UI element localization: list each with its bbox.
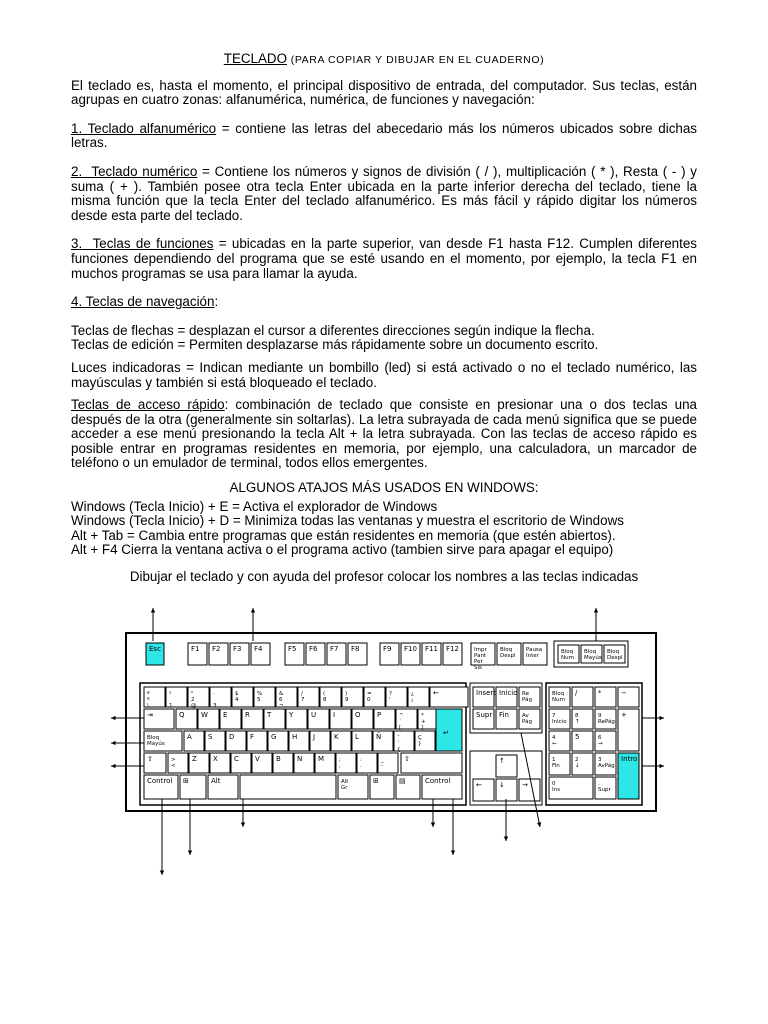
key-r4-9 (336, 753, 356, 773)
key-r4-1 (168, 753, 188, 773)
key-r1-11-label: ? (389, 691, 392, 697)
key-f1 (188, 643, 207, 665)
key-r2-4-label: R (245, 711, 250, 719)
key-r1-9-label: ) (345, 691, 348, 697)
key-r1-5-label: % (257, 691, 263, 697)
key-r4-10-label: : (360, 757, 362, 763)
key-ctrl-left-label: Control (147, 777, 173, 785)
key-r2-12-label: * (421, 713, 424, 719)
atajo-4: Alt + F4 Cierra la ventana activa o el programa activo (tambien sirve para apagar el equipo) (71, 542, 614, 558)
key-capslock-label: Mayús (147, 741, 165, 747)
key-arrow-left-label: ← (476, 781, 482, 789)
key-r3-8-label: K (334, 733, 339, 741)
key-r3-2 (205, 731, 225, 751)
key-np-12-label: 2 (575, 757, 579, 763)
section-4-num: 4. (71, 294, 83, 310)
key-np-enter (618, 753, 639, 799)
key-np-3-label: − (621, 689, 627, 697)
key-r1-8-label: ( (323, 691, 326, 697)
key-r1-13-label: ← (433, 689, 439, 697)
key-np-dot (595, 777, 616, 799)
key-capslock (144, 731, 182, 751)
key-capslock-label: Bloq (147, 735, 160, 741)
acceso-heading: Teclas de acceso rápido (71, 397, 225, 413)
key-r1-4 (232, 687, 253, 707)
key-r1-11 (386, 687, 407, 707)
section-3-heading: Teclas de funciones (92, 236, 214, 252)
key-edit-4 (496, 709, 517, 729)
key-np-5-label: 8 (575, 713, 579, 719)
key-r1-8 (320, 687, 341, 707)
key-r3-10-label: Ñ (376, 733, 382, 741)
key-np-plus-label: + (621, 711, 627, 719)
key-r3-8 (331, 731, 351, 751)
key-r4-9-label: ; (339, 757, 341, 763)
key-arrow-up-label: ↑ (499, 757, 505, 765)
title-main: TECLADO (223, 51, 288, 66)
key-f3 (230, 643, 249, 665)
key-f7 (327, 643, 346, 665)
key-np-enter-label: Intro (621, 755, 638, 763)
key-altgr (338, 775, 368, 799)
key-r1-12 (408, 687, 429, 707)
key-menu (396, 775, 420, 799)
key-r2-11-label: [ (399, 725, 402, 731)
key-sys-2-label: Pausa (526, 647, 543, 653)
key-r2-12-label: ] (421, 725, 424, 731)
key-r1-6-label: ¬ (279, 703, 284, 709)
key-r1-13 (430, 687, 468, 707)
section-3-text: = ubicadas en la parte superior, van desde F1 hasta F12. Cumplen diferentes funciones dependiendo del programa que se esté usando en el momento, por ejemplo, la tecla F1 en muchos programas se usa para llamar la ayuda. (71, 236, 697, 281)
led-0-label: Bloq (561, 649, 574, 655)
key-r4-10 (357, 753, 377, 773)
section-2 (71, 165, 697, 223)
key-r4-3 (210, 753, 230, 773)
nav-item-arrows: Teclas de flechas = desplazan el cursor a diferentes direcciones según indique la flecha. (71, 322, 595, 338)
key-r4-7 (294, 753, 314, 773)
key-r3-11-label: { (397, 747, 401, 753)
key-r1-1-label: 1 (169, 703, 173, 709)
key-r3-2-label: S (208, 733, 213, 741)
key-r2-1 (176, 709, 197, 729)
key-edit-5-label: Av (522, 713, 529, 719)
key-f11 (422, 643, 441, 665)
key-r3-9 (352, 731, 372, 751)
key-r3-5-label: G (271, 733, 277, 741)
key-tab (144, 709, 174, 729)
key-np-11-label: 1 (552, 757, 556, 763)
key-r3-12 (415, 731, 435, 751)
key-alt (208, 775, 238, 799)
key-f9-label: F9 (383, 645, 392, 653)
key-r3-7 (310, 731, 330, 751)
key-r3-12-label: Ç (418, 735, 422, 741)
key-shift-right (401, 753, 462, 773)
key-r4-11 (378, 753, 398, 773)
key-f8-label: F8 (351, 645, 360, 653)
key-r3-6-label: H (292, 733, 298, 741)
key-edit-1 (496, 687, 518, 707)
key-arrow-right (519, 779, 540, 801)
key-r3-6 (289, 731, 309, 751)
key-alt-label: Alt (211, 777, 221, 785)
key-r1-1-label: ! (169, 691, 172, 697)
key-edit-2 (519, 687, 540, 707)
led-2-label: Despl (607, 655, 623, 661)
key-r4-5-label: V (255, 755, 260, 763)
key-arrow-down-label: ↓ (499, 781, 505, 789)
key-r1-0-label: \ (147, 703, 149, 709)
key-sys-2-label: Inter (526, 653, 539, 659)
key-np-0-label: Ins (552, 787, 560, 793)
key-r2-1-label: Q (179, 711, 185, 719)
key-r2-3 (220, 709, 241, 729)
key-r3-12-label: } (418, 741, 422, 747)
key-r2-7-label: U (311, 711, 317, 719)
key-f2-label: F2 (212, 645, 221, 653)
key-r2-11 (396, 709, 417, 731)
atajo-2: Windows (Tecla Inicio) + D = Minimiza todas las ventanas y muestra el escritorio de Windows (71, 513, 624, 529)
key-np-8 (549, 731, 570, 751)
key-r4-11-label: _ (381, 757, 384, 763)
page-title (71, 52, 697, 68)
key-r3-4 (247, 731, 267, 751)
key-np-6-label: RePág (598, 719, 615, 725)
key-r4-4-label: C (234, 755, 239, 763)
key-r4-11-label: - (381, 763, 383, 769)
key-f4 (251, 643, 270, 665)
key-f5 (285, 643, 304, 665)
key-r3-9-label: L (355, 733, 359, 741)
key-f3-label: F3 (233, 645, 242, 653)
key-menu-label: ▤ (399, 777, 406, 785)
key-np-0-label: 0 (552, 781, 556, 787)
key-np-8-label: ← (552, 741, 557, 747)
key-sys-0-label: Sis (474, 665, 482, 671)
key-r1-3-label: · (213, 691, 215, 697)
key-r4-6-label: B (276, 755, 281, 763)
key-r1-8-label: 8 (323, 697, 327, 703)
key-np-0 (549, 687, 570, 707)
key-np-5 (572, 709, 593, 729)
key-r4-5 (252, 753, 272, 773)
key-r4-7-label: N (297, 755, 303, 763)
section-1-heading: Teclado alfanumérico (87, 120, 217, 136)
key-np-13-label: AvPág (598, 763, 615, 769)
key-f7-label: F7 (330, 645, 339, 653)
key-f6-label: F6 (309, 645, 318, 653)
key-np-4 (549, 709, 570, 729)
key-ctrl-right (422, 775, 462, 799)
key-r2-4 (242, 709, 263, 729)
key-f6 (306, 643, 325, 665)
key-np-6 (595, 709, 616, 729)
key-np-13-label: 3 (598, 757, 602, 763)
section-4 (71, 295, 697, 310)
key-sys-1 (497, 643, 521, 665)
key-sys-0-label: Pet (474, 659, 483, 665)
key-r2-10 (374, 709, 395, 729)
key-sys-1-label: Despl (500, 653, 516, 659)
led-1 (581, 645, 602, 663)
section-1-num: 1. (71, 120, 83, 136)
section-2-num: 2. (71, 163, 83, 179)
key-r1-2-label: @ (191, 703, 197, 709)
key-edit-0-label: Insert (476, 689, 497, 697)
key-r2-11-label: ` (399, 719, 402, 725)
key-r1-2 (188, 687, 209, 709)
key-r1-12-label: ¿ (411, 691, 414, 697)
key-f12-label: F12 (446, 645, 459, 653)
luces-paragraph: Luces indicadoras = Indican mediante un bombillo (led) si está activado o no el teclado numérico, las mayúsculas y también si está bloqueado el teclado. (71, 359, 697, 390)
key-edit-5 (519, 709, 540, 729)
key-np-plus (618, 709, 639, 751)
key-shift-left (144, 753, 166, 773)
title-sub: (PARA COPIAR Y DIBUJAR EN EL CUADERNO) (290, 54, 545, 66)
key-tab-label: ⇥ (147, 711, 153, 719)
key-arrow-down (496, 779, 517, 801)
key-r4-1-label: > (171, 757, 176, 763)
key-f4-label: F4 (254, 645, 263, 653)
key-r3-5 (268, 731, 288, 751)
key-f1-label: F1 (191, 645, 200, 653)
key-r1-9-label: 9 (345, 697, 349, 703)
key-r3-1-label: A (187, 733, 192, 741)
key-np-3 (618, 687, 639, 707)
acceso-paragraph (71, 398, 697, 471)
key-r1-9 (342, 687, 363, 707)
key-r1-5-label: 5 (257, 697, 261, 703)
key-np-5-label: ↑ (575, 719, 580, 725)
key-r2-11-label: ^ (399, 713, 404, 719)
key-edit-1-label: Inicio (499, 689, 518, 697)
key-r4-2 (189, 753, 209, 773)
key-np-9 (572, 731, 593, 751)
key-shift-right-label: ⇧ (404, 755, 410, 763)
key-r2-2-label: W (201, 711, 208, 719)
led-0-label: Num (561, 655, 574, 661)
key-arrow-up (496, 755, 517, 777)
key-space (240, 775, 336, 799)
key-r2-10-label: P (377, 711, 382, 719)
key-np-9-label: 5 (575, 733, 580, 741)
key-f12 (443, 643, 462, 665)
key-r1-10-label: = (367, 691, 372, 697)
key-r1-6 (276, 687, 297, 709)
key-r3-11-label: ¨ (397, 735, 400, 741)
key-edit-3-label: Supr (476, 711, 493, 719)
key-np-10 (595, 731, 616, 751)
acceso-text: : combinación de teclado que consiste en presionar una o dos teclas una después de la otra (generalmente sin soltarlas). La letra subrayada de cada menú significa que se puede acceder a ese menú presionando la tecla Alt + la letra subrayada. Con las teclas de acceso rápido es posible entrar en programas residentes en memoria, por ejemplo, una calculadora, un marcador de teléfono o un emulador de terminal, todos ellos emergentes. (71, 397, 697, 471)
key-r4-1-label: < (171, 763, 176, 769)
nav-item-edit: Teclas de edición = Permiten desplazarse más rápidamente sobre un documento escrito. (71, 337, 599, 353)
key-r1-6-label: & (279, 691, 284, 697)
key-edit-0 (473, 687, 496, 707)
key-win-left (180, 775, 206, 799)
key-win-left-label: ⊞ (183, 777, 189, 785)
key-r4-10-label: . (360, 763, 362, 769)
keyboard-svg (108, 603, 668, 883)
section-1 (71, 122, 697, 151)
key-np-12 (572, 753, 593, 775)
key-r4-8 (315, 753, 335, 773)
key-np-8-label: 4 (552, 735, 556, 741)
key-altgr-label: Gr (341, 785, 348, 791)
key-np-10-label: 6 (598, 735, 602, 741)
key-r1-0 (144, 687, 165, 709)
key-esc (146, 643, 164, 665)
keyboard-diagram (108, 603, 668, 883)
key-r1-2-label: 2 (191, 697, 195, 703)
atajo-1: Windows (Tecla Inicio) + E = Activa el explorador de Windows (71, 498, 438, 514)
key-edit-3 (473, 709, 494, 729)
key-np-11 (549, 753, 570, 775)
key-r1-3-label: 3 (213, 703, 217, 709)
key-r3-7-label: J (313, 733, 316, 741)
instruction: Dibujar el teclado y con ayuda del profesor colocar los nombres a las teclas indicadas (129, 569, 639, 585)
key-np-13 (595, 753, 616, 775)
key-r1-0-label: º (147, 697, 150, 703)
led-2 (604, 645, 625, 663)
key-r2-7 (308, 709, 329, 729)
key-r4-9-label: , (339, 763, 341, 769)
key-r4-8-label: M (318, 755, 325, 763)
key-f9 (380, 643, 399, 665)
key-np-11-label: Fin (552, 763, 560, 769)
key-edit-2-label: Pág (522, 697, 532, 703)
key-r3-4-label: F (250, 733, 255, 741)
key-np-4-label: Inicio (552, 719, 567, 725)
key-sys-1-label: Bloq (500, 647, 513, 653)
key-r2-8-label: I (333, 711, 336, 719)
key-sys-0-label: Pant (474, 653, 487, 659)
key-ctrl-left (144, 775, 178, 799)
key-np-6-label: 9 (598, 713, 602, 719)
led-2-label: Bloq (607, 649, 620, 655)
key-np-10-label: → (598, 741, 603, 747)
section-1-text: = contiene las letras del abecedario más los números ubicados sobre dichas letras. (71, 120, 697, 151)
key-r1-0-label: ª (147, 691, 150, 697)
section-4-heading: Teclas de navegación (85, 294, 215, 310)
key-sys-0-label: Impr (474, 647, 487, 653)
key-np-4-label: 7 (552, 713, 556, 719)
key-r2-5-label: T (267, 711, 272, 719)
key-np-1 (572, 687, 593, 707)
atajo-3: Alt + Tab = Cambia entre programas que están residentes en memoria (que estén abiertos). (71, 527, 616, 543)
key-sys-2 (523, 643, 547, 665)
key-r1-2-label: " (191, 691, 194, 697)
document-body (71, 52, 697, 585)
key-np-0-label: Num (552, 697, 565, 703)
key-r4-6 (273, 753, 293, 773)
key-shift-left-label: ⇧ (147, 755, 153, 763)
section-3 (71, 237, 697, 281)
section-3-num: 3. (71, 236, 83, 252)
section-4-text: : (214, 294, 219, 310)
key-r2-3-label: E (223, 711, 228, 719)
key-arrow-left (473, 779, 494, 801)
key-f11-label: F11 (425, 645, 438, 653)
key-enter-symbol: ↵ (443, 729, 449, 737)
key-r2-8 (330, 709, 351, 729)
key-f10 (401, 643, 420, 665)
key-r2-6-label: Y (289, 711, 294, 719)
key-r3-11 (394, 731, 414, 753)
led-0 (558, 645, 579, 663)
key-r2-6 (286, 709, 307, 729)
key-r1-7-label: / (301, 691, 303, 697)
key-np-0 (549, 777, 593, 799)
key-np-0-label: Bloq (552, 691, 565, 697)
key-r2-5 (264, 709, 285, 729)
key-r2-9 (352, 709, 373, 729)
key-ctrl-right-label: Control (425, 777, 451, 785)
key-f10-label: F10 (404, 645, 417, 653)
key-altgr-label: Alt (341, 779, 349, 785)
key-np-1-label: / (575, 689, 578, 697)
key-r1-11-label: ' (389, 697, 391, 703)
key-r4-2-label: Z (192, 755, 197, 763)
key-r3-3-label: D (229, 733, 235, 741)
key-r1-10-label: 0 (367, 697, 371, 703)
key-r3-3 (226, 731, 246, 751)
key-r1-4-label: 4 (235, 697, 239, 703)
key-r4-4 (231, 753, 251, 773)
key-r1-7 (298, 687, 319, 707)
key-r3-10 (373, 731, 393, 751)
led-1-label: Bloq (584, 649, 597, 655)
led-1-label: Mayús (584, 655, 602, 661)
key-esc-label: Esc (149, 645, 161, 653)
key-np-2 (595, 687, 616, 707)
atajos-title: ALGUNOS ATAJOS MÁS USADOS EN WINDOWS: (229, 480, 539, 496)
section-2-text: = Contiene los números y signos de división ( / ), multiplicación ( * ), Resta ( - ) y suma ( + ). También posee otra tecla Enter ubicada en la parte inferior derecha del teclado, tiene la misma función que la tecla Enter del teclado alfanumérico. Es más fácil y rápido digitar los números desde esta parte del teclado. (71, 163, 697, 223)
key-np-2-label: * (598, 689, 602, 697)
key-arrow-right-label: → (522, 781, 528, 789)
key-np-12-label: ↓ (575, 763, 580, 769)
key-r1-7-label: 7 (301, 697, 305, 703)
key-np-dot-label: Supr (598, 787, 611, 793)
key-f2 (209, 643, 228, 665)
key-edit-5-label: Pág (522, 719, 532, 725)
intro-paragraph: El teclado es, hasta el momento, el principal dispositivo de entrada, del computador. Sus teclas, están agrupas en cuatro zonas: alfanumérica, numérica, de funciones y navegación: (71, 77, 697, 108)
key-r1-5 (254, 687, 275, 707)
key-win-right (370, 775, 394, 799)
key-r2-9-label: O (355, 711, 361, 719)
key-r2-12-label: + (421, 719, 426, 725)
section-2-heading: Teclado numérico (91, 163, 198, 179)
key-edit-4-label: Fin (499, 711, 509, 719)
key-np-dot-label: . (598, 781, 600, 787)
key-r3-1 (184, 731, 204, 751)
key-edit-2-label: Re (522, 691, 529, 697)
key-f5-label: F5 (288, 645, 297, 653)
key-r1-12-label: ¡ (411, 697, 414, 703)
key-win-right-label: ⊞ (373, 777, 379, 785)
key-enter (436, 709, 462, 751)
key-r4-3-label: X (213, 755, 218, 763)
key-r1-6-label: 6 (279, 697, 283, 703)
key-r1-10 (364, 687, 385, 707)
key-r1-4-label: $ (235, 691, 239, 697)
key-r3-11-label: ´ (397, 741, 400, 747)
key-f8 (348, 643, 367, 665)
key-r2-2 (198, 709, 219, 729)
